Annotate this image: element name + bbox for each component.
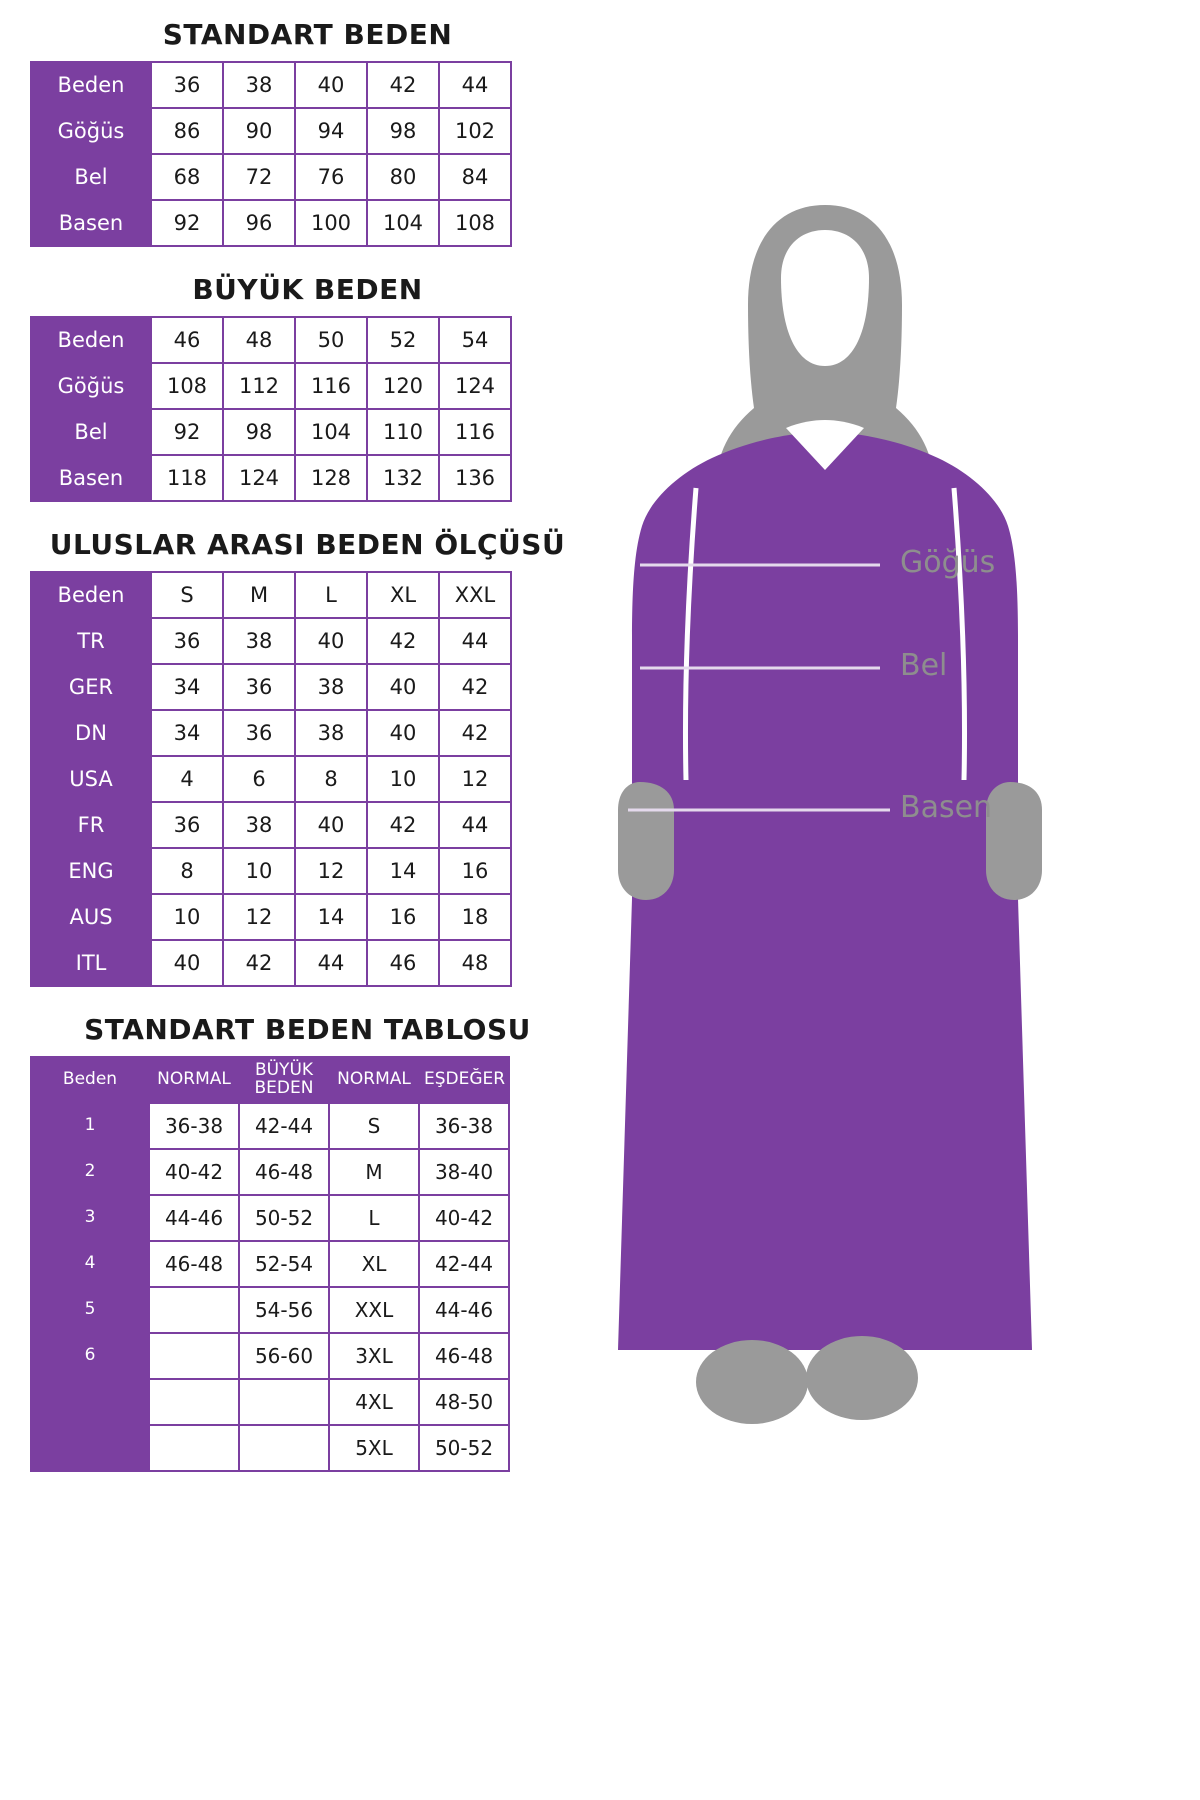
cell: 104 [367, 200, 439, 246]
cell: 36 [151, 618, 223, 664]
cell: 46-48 [149, 1241, 239, 1287]
cell: 18 [439, 894, 511, 940]
row-header [31, 1379, 149, 1425]
cell: 16 [439, 848, 511, 894]
table-row [31, 1287, 509, 1333]
cell: XXL [439, 572, 511, 618]
cell: 38 [295, 710, 367, 756]
row-header: Göğüs [31, 108, 151, 154]
cell: 94 [295, 108, 367, 154]
section-standart-beden [30, 18, 610, 247]
cell: 50-52 [239, 1195, 329, 1241]
cell [149, 1333, 239, 1379]
cell: 110 [367, 409, 439, 455]
section-buyuk-beden [30, 273, 610, 502]
standart-beden-tablosu-table [30, 1056, 510, 1472]
cell: 42-44 [419, 1241, 509, 1287]
cell: 44 [439, 62, 511, 108]
cell: 72 [223, 154, 295, 200]
row-header: 1 [31, 1103, 149, 1149]
table-row [31, 848, 511, 894]
cell: 96 [223, 200, 295, 246]
row-header: 3 [31, 1195, 149, 1241]
row-header: 5 [31, 1287, 149, 1333]
table-row [31, 1241, 509, 1287]
cell: 44 [439, 618, 511, 664]
cell: 38 [223, 802, 295, 848]
cell: 42 [439, 664, 511, 710]
cell: 136 [439, 455, 511, 501]
cell: 40-42 [149, 1149, 239, 1195]
cell: 46 [367, 940, 439, 986]
cell: 36 [151, 62, 223, 108]
cell: XL [367, 572, 439, 618]
section-title: BÜYÜK BEDEN [192, 273, 423, 306]
row-header: 6 [31, 1333, 149, 1379]
cell: 116 [295, 363, 367, 409]
table-row [31, 154, 511, 200]
cell: 36-38 [419, 1103, 509, 1149]
cell [149, 1379, 239, 1425]
row-header: Beden [31, 317, 151, 363]
row-header: DN [31, 710, 151, 756]
cell: 8 [151, 848, 223, 894]
table-row [31, 455, 511, 501]
cell: 44 [295, 940, 367, 986]
table-row [31, 756, 511, 802]
cell: L [329, 1195, 419, 1241]
cell: 104 [295, 409, 367, 455]
cell: 10 [223, 848, 295, 894]
cell [149, 1425, 239, 1471]
row-header: Bel [31, 154, 151, 200]
cell: 40 [367, 664, 439, 710]
cell: 38 [223, 62, 295, 108]
row-header: 4 [31, 1241, 149, 1287]
cell: 54-56 [239, 1287, 329, 1333]
cell: 36 [223, 710, 295, 756]
table-row [31, 710, 511, 756]
row-header: TR [31, 618, 151, 664]
cell: 3XL [329, 1333, 419, 1379]
cell: 36 [223, 664, 295, 710]
cell: 40 [151, 940, 223, 986]
cell: 48 [439, 940, 511, 986]
cell: 38-40 [419, 1149, 509, 1195]
cell: 124 [223, 455, 295, 501]
cell: 44-46 [149, 1195, 239, 1241]
table-row [31, 894, 511, 940]
row-header: FR [31, 802, 151, 848]
cell: 34 [151, 710, 223, 756]
table-row [31, 62, 511, 108]
table-row [31, 572, 511, 618]
table-row [31, 1195, 509, 1241]
cell: XXL [329, 1287, 419, 1333]
cell: 108 [439, 200, 511, 246]
cell: XL [329, 1241, 419, 1287]
cell: 98 [223, 409, 295, 455]
table-row [31, 108, 511, 154]
cell: 6 [223, 756, 295, 802]
cell: 10 [151, 894, 223, 940]
row-header: Beden [31, 62, 151, 108]
cell: 12 [439, 756, 511, 802]
table-row [31, 317, 511, 363]
female-figure-svg [600, 170, 1200, 1570]
table-row [31, 200, 511, 246]
cell: M [329, 1149, 419, 1195]
cell: 124 [439, 363, 511, 409]
column-header: BÜYÜK BEDEN [239, 1057, 329, 1103]
cell: 116 [439, 409, 511, 455]
table-row [31, 1103, 509, 1149]
row-header: GER [31, 664, 151, 710]
table-row [31, 664, 511, 710]
cell: 14 [367, 848, 439, 894]
row-header: ITL [31, 940, 151, 986]
cell: S [329, 1103, 419, 1149]
cell: 42-44 [239, 1103, 329, 1149]
cell: 38 [295, 664, 367, 710]
table-row [31, 1425, 509, 1471]
table-row [31, 1149, 509, 1195]
cell: 68 [151, 154, 223, 200]
hip-label: Basen [900, 790, 993, 825]
cell: 12 [223, 894, 295, 940]
waist-label: Bel [900, 648, 948, 683]
section-standart-beden-tablosu [30, 1013, 610, 1472]
cell: 4XL [329, 1379, 419, 1425]
cell: 50-52 [419, 1425, 509, 1471]
table-row [31, 940, 511, 986]
cell: 92 [151, 409, 223, 455]
row-header: ENG [31, 848, 151, 894]
cell: 118 [151, 455, 223, 501]
column-header: EŞDEĞER [419, 1057, 509, 1103]
cell: 4 [151, 756, 223, 802]
cell: 44 [439, 802, 511, 848]
cell: 56-60 [239, 1333, 329, 1379]
row-header: Basen [31, 200, 151, 246]
cell: 44-46 [419, 1287, 509, 1333]
column-header: NORMAL [149, 1057, 239, 1103]
cell: 48 [223, 317, 295, 363]
table-row [31, 802, 511, 848]
cell: 48-50 [419, 1379, 509, 1425]
cell: 36-38 [149, 1103, 239, 1149]
cell: 46-48 [419, 1333, 509, 1379]
tables-column [30, 18, 610, 1498]
cell: 40-42 [419, 1195, 509, 1241]
cell: L [295, 572, 367, 618]
row-header: Bel [31, 409, 151, 455]
cell: 12 [295, 848, 367, 894]
cell: 100 [295, 200, 367, 246]
cell: 120 [367, 363, 439, 409]
cell: 50 [295, 317, 367, 363]
cell: 42 [367, 618, 439, 664]
section-title: STANDART BEDEN TABLOSU [84, 1013, 531, 1046]
cell [239, 1425, 329, 1471]
cell: S [151, 572, 223, 618]
standart-beden-table [30, 61, 512, 247]
chest-label: Göğüs [900, 545, 996, 580]
table-row [31, 1379, 509, 1425]
table-row [31, 363, 511, 409]
row-header: Basen [31, 455, 151, 501]
cell: 46-48 [239, 1149, 329, 1195]
cell: 42 [223, 940, 295, 986]
section-title: ULUSLAR ARASI BEDEN ÖLÇÜSÜ [49, 528, 566, 561]
cell: 52 [367, 317, 439, 363]
cell: M [223, 572, 295, 618]
cell: 40 [367, 710, 439, 756]
cell: 76 [295, 154, 367, 200]
cell: 80 [367, 154, 439, 200]
row-header: Beden [31, 1057, 149, 1103]
cell: 128 [295, 455, 367, 501]
cell: 98 [367, 108, 439, 154]
cell: 38 [223, 618, 295, 664]
cell: 90 [223, 108, 295, 154]
cell: 10 [367, 756, 439, 802]
table-row [31, 409, 511, 455]
cell: 102 [439, 108, 511, 154]
cell: 108 [151, 363, 223, 409]
model-illustration [600, 170, 1200, 1570]
cell: 42 [367, 802, 439, 848]
cell: 36 [151, 802, 223, 848]
cell: 34 [151, 664, 223, 710]
cell: 8 [295, 756, 367, 802]
row-header: Beden [31, 572, 151, 618]
row-header: USA [31, 756, 151, 802]
table-row [31, 1333, 509, 1379]
cell: 40 [295, 62, 367, 108]
cell: 46 [151, 317, 223, 363]
cell: 54 [439, 317, 511, 363]
cell: 84 [439, 154, 511, 200]
cell: 42 [367, 62, 439, 108]
uluslararasi-beden-table [30, 571, 512, 987]
cell: 42 [439, 710, 511, 756]
cell: 16 [367, 894, 439, 940]
cell: 112 [223, 363, 295, 409]
cell [149, 1287, 239, 1333]
row-header: 2 [31, 1149, 149, 1195]
cell: 92 [151, 200, 223, 246]
section-title: STANDART BEDEN [162, 18, 453, 51]
cell: 52-54 [239, 1241, 329, 1287]
row-header: Göğüs [31, 363, 151, 409]
cell: 132 [367, 455, 439, 501]
cell [239, 1379, 329, 1425]
section-uluslararasi-beden [30, 528, 610, 987]
cell: 40 [295, 802, 367, 848]
cell: 40 [295, 618, 367, 664]
buyuk-beden-table [30, 316, 512, 502]
cell: 86 [151, 108, 223, 154]
column-header: NORMAL [329, 1057, 419, 1103]
cell: 14 [295, 894, 367, 940]
cell: 5XL [329, 1425, 419, 1471]
table-row [31, 1057, 509, 1103]
table-row [31, 618, 511, 664]
row-header: AUS [31, 894, 151, 940]
row-header [31, 1425, 149, 1471]
